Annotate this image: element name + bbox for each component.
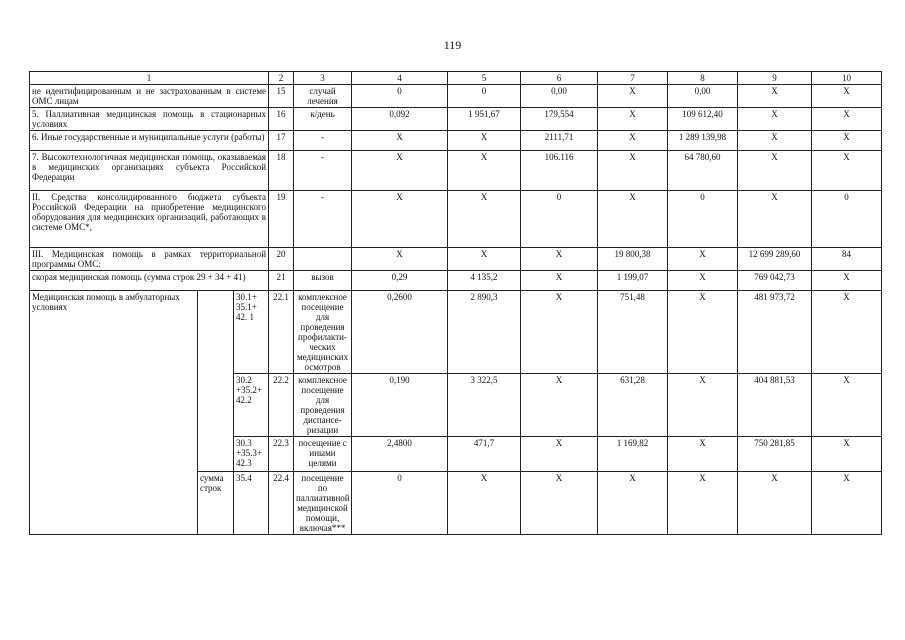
cell-5: 3 322,5 [448, 374, 521, 437]
row-refs: 30.1+ 35.1+ 42. 1 [234, 291, 269, 374]
row-name: 6. Иные государственные и муниципальные услуги (работы) [30, 131, 269, 151]
cell-5: X [448, 151, 521, 191]
table-row [30, 131, 882, 151]
cell-7: 19 800,38 [598, 248, 668, 271]
cell-10: 0 [812, 191, 882, 248]
cell-7: 1 199,07 [598, 271, 668, 291]
cell-4: X [352, 191, 448, 248]
cell-8: X [668, 271, 738, 291]
cell-8: 64 780,60 [668, 151, 738, 191]
cell-4: 0,29 [352, 271, 448, 291]
row-name: не идентифицированным и не застрахованным в системе ОМС лицам [30, 85, 269, 108]
row-unit: - [294, 151, 352, 191]
row-unit: к/день [294, 108, 352, 131]
row-line: 21 [269, 271, 294, 291]
row-unit: комплексное посещение для проведения профилакти-ческих медицинских осмотров [294, 291, 352, 374]
cell-4: 0,190 [352, 374, 448, 437]
cell-7: X [598, 85, 668, 108]
cell-8: X [668, 291, 738, 374]
header-cell: 10 [812, 72, 882, 85]
cell-10: X [812, 472, 882, 535]
row-name: II. Средства консолидированного бюджета субъекта Российской Федерации на приобретение медицинского оборудования для медицинских организаций, работающих в системе ОМС*, [30, 191, 269, 248]
cell-5: X [448, 472, 521, 535]
cell-7: X [598, 108, 668, 131]
cell-9: X [738, 472, 812, 535]
blank-cell [198, 291, 234, 472]
cell-10: X [812, 271, 882, 291]
header-cell: 6 [521, 72, 598, 85]
row-line: 22.1 [269, 291, 294, 374]
financing-table [29, 71, 882, 535]
cell-4: 0 [352, 472, 448, 535]
row-line: 17 [269, 131, 294, 151]
cell-5: X [448, 248, 521, 271]
header-cell: 8 [668, 72, 738, 85]
row-line: 20 [269, 248, 294, 271]
row-line: 19 [269, 191, 294, 248]
cell-6: X [521, 374, 598, 437]
cell-9: 769 042,73 [738, 271, 812, 291]
cell-7: X [598, 131, 668, 151]
cell-7: X [598, 191, 668, 248]
row-name: скорая медицинская помощь (сумма строк 29 + 34 + 41) [30, 271, 269, 291]
cell-6: X [521, 291, 598, 374]
cell-9: 750 281,85 [738, 437, 812, 472]
row-unit: посещение по паллиативной медицинской помощи, включая*** [294, 472, 352, 535]
header-cell: 9 [738, 72, 812, 85]
row-unit: комплексное посещение для проведения диспансе-ризации [294, 374, 352, 437]
row-line: 22.3 [269, 437, 294, 472]
cell-6: 0 [521, 191, 598, 248]
cell-9: X [738, 191, 812, 248]
table-row [30, 291, 882, 374]
table-row [30, 191, 882, 248]
cell-10: X [812, 437, 882, 472]
cell-6: X [521, 271, 598, 291]
table-row [30, 248, 882, 271]
cell-4: X [352, 248, 448, 271]
cell-8: 1 289 139,98 [668, 131, 738, 151]
cell-7: X [598, 151, 668, 191]
cell-10: X [812, 151, 882, 191]
row-line: 15 [269, 85, 294, 108]
cell-7: X [598, 472, 668, 535]
cell-9: 404 881,53 [738, 374, 812, 437]
cell-6: 0,00 [521, 85, 598, 108]
header-cell: 7 [598, 72, 668, 85]
row-line: 22.2 [269, 374, 294, 437]
header-cell: 4 [352, 72, 448, 85]
cell-8: X [668, 248, 738, 271]
row-line: 22.4 [269, 472, 294, 535]
cell-9: X [738, 131, 812, 151]
cell-6: X [521, 437, 598, 472]
page-number: 119 [443, 38, 462, 52]
row-unit: - [294, 191, 352, 248]
row-line: 16 [269, 108, 294, 131]
header-row [30, 72, 882, 85]
cell-4: 0 [352, 85, 448, 108]
cell-6: 106.116 [521, 151, 598, 191]
ambulatory-name: Медицинская помощь в амбулаторных условиях [30, 291, 198, 535]
cell-10: X [812, 85, 882, 108]
row-unit: случай лечения [294, 85, 352, 108]
cell-4: X [352, 151, 448, 191]
cell-10: 84 [812, 248, 882, 271]
cell-10: X [812, 108, 882, 131]
cell-6: X [521, 472, 598, 535]
cell-4: X [352, 131, 448, 151]
cell-5: X [448, 131, 521, 151]
cell-5: 2 890,3 [448, 291, 521, 374]
cell-8: X [668, 437, 738, 472]
table-row [30, 108, 882, 131]
header-cell: 3 [294, 72, 352, 85]
cell-5: 0 [448, 85, 521, 108]
cell-8: X [668, 374, 738, 437]
cell-7: 751,48 [598, 291, 668, 374]
row-name: 5. Паллиативная медицинская помощь в стационарных условиях [30, 108, 269, 131]
cell-5: 471,7 [448, 437, 521, 472]
cell-9: X [738, 151, 812, 191]
row-refs: 30.3 +35.3+ 42.3 [234, 437, 269, 472]
row-unit: вызов [294, 271, 352, 291]
cell-6: X [521, 248, 598, 271]
header-cell: 5 [448, 72, 521, 85]
cell-4: 0,2600 [352, 291, 448, 374]
table-row [30, 85, 882, 108]
row-refs: 35.4 [234, 472, 269, 535]
row-refs: 30.2 +35.2+ 42.2 [234, 374, 269, 437]
cell-7: 1 169,82 [598, 437, 668, 472]
row-unit: посещение с иными целями [294, 437, 352, 472]
cell-5: 4 135,2 [448, 271, 521, 291]
cell-4: 2,4800 [352, 437, 448, 472]
cell-6: 2111,71 [521, 131, 598, 151]
sum-label: сумма строк [198, 472, 234, 535]
cell-8: 0 [668, 191, 738, 248]
cell-4: 0,092 [352, 108, 448, 131]
header-cell: 1 [30, 72, 269, 85]
row-line: 18 [269, 151, 294, 191]
cell-9: 12 699 289,60 [738, 248, 812, 271]
row-unit: - [294, 131, 352, 151]
cell-9: X [738, 85, 812, 108]
cell-5: X [448, 191, 521, 248]
cell-10: X [812, 291, 882, 374]
table-row [30, 271, 882, 291]
cell-9: X [738, 108, 812, 131]
cell-8: X [668, 472, 738, 535]
cell-8: 109 612,40 [668, 108, 738, 131]
cell-10: X [812, 131, 882, 151]
cell-10: X [812, 374, 882, 437]
row-name: 7. Высокотехнологичная медицинская помощь, оказываемая в медицинских организациях субъекта Российской Федерации [30, 151, 269, 191]
row-name: III. Медицинская помощь в рамках территориальной программы ОМС: [30, 248, 269, 271]
row-unit [294, 248, 352, 271]
cell-7: 631,28 [598, 374, 668, 437]
table-row [30, 151, 882, 191]
header-cell: 2 [269, 72, 294, 85]
cell-8: 0,00 [668, 85, 738, 108]
cell-9: 481 973,72 [738, 291, 812, 374]
cell-5: 1 951,67 [448, 108, 521, 131]
cell-6: 179,554 [521, 108, 598, 131]
